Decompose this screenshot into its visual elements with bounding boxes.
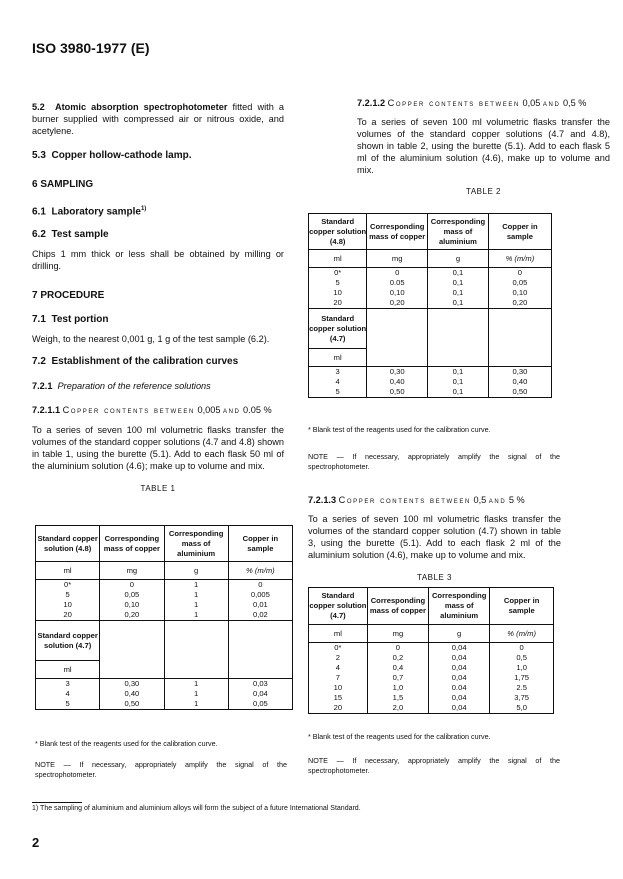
section-number: 7.1: [32, 314, 46, 326]
section-6-1: [32, 203, 284, 218]
section-7-2-1-3: [308, 494, 561, 506]
table-2-caption: TABLE 2: [466, 187, 501, 196]
document-header: ISO 3980-1977 (E): [32, 40, 150, 56]
section-title: Atomic absorption spectrophotometer: [54, 102, 228, 112]
section-7-2-1: [32, 380, 284, 392]
range-value: 0,005: [197, 405, 221, 416]
data-cell: 0 0,05 0,10 0,20: [100, 580, 164, 621]
table-3-caption: TABLE 3: [417, 573, 452, 582]
data-cell: 3 4 5: [309, 367, 367, 398]
unit-cell: g: [429, 625, 490, 643]
empty-cell: [367, 309, 428, 367]
section-number: 7.2.1.1: [32, 405, 61, 416]
data-cell: 0,1 0,1 0,1: [428, 367, 489, 398]
table-header: Copper in sample: [490, 588, 554, 625]
table-header: Corresponding mass of aluminium: [164, 526, 228, 562]
footnote-ref: 1): [140, 206, 147, 212]
unit-cell: g: [428, 250, 489, 268]
section-number: 7.2: [32, 356, 46, 368]
range-and: and: [223, 405, 241, 416]
data-cell: 0 0,5 1,0 1,75 2.5 3,75 5,0: [490, 643, 554, 714]
table-header: Standard copper solution (4.8): [309, 214, 367, 250]
page-footnote: 1) The sampling of aluminium and aluminium alloys will form the subject of a future International Standard.: [32, 805, 361, 812]
range-end: 5 %: [508, 495, 525, 505]
table-header: Standard copper solution (4.7): [309, 588, 368, 625]
range-value: 0,5: [473, 495, 487, 505]
section-number: 5.2: [32, 102, 45, 112]
section-number: 7.2.1.3: [308, 495, 337, 505]
data-cell: 0,03 0,04 0,05: [228, 679, 292, 710]
data-cell: 0* 2 4 7 10 15 20: [309, 643, 368, 714]
table-1-note: NOTE — If necessary, appropriately amplify the signal of the spectrophotometer.: [35, 760, 287, 779]
data-cell: 0 0.05 0,10 0,20: [367, 268, 428, 309]
unit-cell: % (m/m): [488, 250, 551, 268]
section-title: Test sample: [51, 229, 109, 241]
section-6-heading: 6 SAMPLING: [32, 179, 94, 190]
data-cell: 0,1 0,1 0,1 0,1: [428, 268, 489, 309]
data-cell: 0,30 0,40 0,50: [100, 679, 164, 710]
table-header: Corresponding mass of aluminium: [428, 214, 489, 250]
table-header: Copper in sample: [228, 526, 292, 562]
footnote-divider: [32, 802, 82, 803]
unit-cell: mg: [100, 562, 164, 580]
empty-cell: [428, 309, 489, 367]
empty-cell: [100, 621, 164, 679]
section-text: fitted with a burner supplied with compressed air or nitrous oxide, and acetylene.: [32, 102, 284, 136]
data-cell: 0,30 0,40 0,50: [367, 367, 428, 398]
data-cell: 1 1 1 1: [164, 580, 228, 621]
table-header: Copper in sample: [488, 214, 551, 250]
unit-cell: g: [164, 562, 228, 580]
left-column: [32, 101, 284, 495]
sub-header: Standard copper solution (4.7): [309, 309, 367, 349]
section-7-2-1-2-text: To a series of seven 100 ml volumetric flasks transfer the volumes of the standard copper solutions (4.7 and 4.8), shown in table 2, using the burette (5.1). Add to each flask 5 ml of the aluminium solution (4.6), make up to volume and mix.: [357, 117, 610, 175]
empty-cell: [488, 309, 551, 367]
unit-cell: ml: [309, 250, 367, 268]
table-3-footnote: * Blank test of the reagents used for the calibration curve.: [308, 732, 491, 741]
section-5-2: [32, 101, 284, 137]
table-1-footnote: * Blank test of the reagents used for the calibration curve.: [35, 739, 218, 748]
section-title: Copper contents between: [62, 405, 195, 416]
unit-cell: mg: [367, 250, 428, 268]
unit-cell: ml: [309, 625, 368, 643]
section-title: Establishment of the calibration curves: [51, 356, 239, 368]
section-title: Test portion: [51, 314, 109, 326]
table-header: Corresponding mass of copper: [367, 588, 428, 625]
table-header: Corresponding mass of aluminium: [429, 588, 490, 625]
section-7-2-1-3-text: To a series of seven 100 ml volumetric flasks transfer the volumes of the standard copper solution (4.7) shown in table 3, using the burette (5.1). Add to each flask 2 ml of the aluminium solution (4.6), make up to volume and mix.: [308, 514, 561, 560]
data-cell: 0,04 0,04 0,04 0,04 0.04 0,04 0,04: [429, 643, 490, 714]
section-number: 6.1: [32, 206, 46, 218]
unit-cell: ml: [36, 562, 100, 580]
unit-cell: mg: [367, 625, 428, 643]
right-column-lower: [308, 494, 561, 584]
range-value: 0,05: [522, 98, 541, 108]
section-6-2-text: Chips 1 mm thick or less shall be obtained by milling or drilling.: [32, 249, 284, 272]
table-header: Corresponding mass of copper: [100, 526, 164, 562]
section-7-2-1-1: [32, 404, 284, 416]
page-number: 2: [32, 835, 40, 850]
empty-cell: [228, 621, 292, 679]
table-header: Standard copper solution (4.8): [36, 526, 100, 562]
unit-cell: ml: [36, 661, 100, 679]
table-3-note: NOTE — If necessary, appropriately amplify the signal of the spectrophotometer.: [308, 756, 560, 775]
section-title: Copper contents between: [338, 495, 471, 505]
table-header: Corresponding mass of copper: [367, 214, 428, 250]
data-cell: 0,30 0,40 0,50: [488, 367, 551, 398]
data-cell: 0 0,2 0,4 0,7 1,0 1,5 2,0: [367, 643, 428, 714]
range-and: and: [542, 98, 561, 108]
section-title: Copper contents between: [387, 98, 520, 108]
range-and: and: [488, 495, 507, 505]
unit-cell: % (m/m): [490, 625, 554, 643]
section-7-1-text: Weigh, to the nearest 0,001 g, 1 g of the test sample (6.2).: [32, 334, 270, 345]
section-title: Preparation of the reference solutions: [57, 381, 211, 392]
table-2-note: NOTE — If necessary, appropriately amplify the signal of the spectrophotometer.: [308, 452, 560, 471]
data-cell: 3 4 5: [36, 679, 100, 710]
range-end: 0,5 %: [562, 98, 587, 108]
table-2: [308, 213, 552, 398]
table-3: [308, 587, 554, 714]
data-cell: 1 1 1: [164, 679, 228, 710]
data-cell: 0* 5 10 20: [309, 268, 367, 309]
empty-cell: [164, 621, 228, 679]
right-column: [357, 97, 610, 198]
section-title: Laboratory sample: [51, 206, 141, 218]
section-number: 5.3: [32, 150, 46, 161]
section-title: Copper hollow-cathode lamp.: [51, 150, 192, 161]
range-end: 0.05 %: [243, 405, 272, 416]
data-cell: 0* 5 10 20: [36, 580, 100, 621]
section-5-3: [32, 150, 284, 162]
data-cell: 0 0,05 0,10 0,20: [488, 268, 551, 309]
section-7-2-1-2: [357, 97, 610, 109]
section-number: 7.2.1: [32, 381, 53, 392]
section-7-2: [32, 356, 284, 368]
section-6-2: [32, 229, 284, 241]
section-7-2-1-1-text: To a series of seven 100 ml volumetric flasks transfer the volumes of the standard copper solutions (4.7 and 4.8) shown in table 1, using the burette (5.1). Add to each flask 50 ml of the aluminium solution (4.6); make up to volume and mix.: [32, 425, 284, 472]
table-1: [35, 525, 293, 710]
section-7-heading: 7 PROCEDURE: [32, 290, 105, 302]
table-1-caption: TABLE 1: [140, 484, 176, 494]
data-cell: 0 0,005 0,01 0,02: [228, 580, 292, 621]
table-2-footnote: * Blank test of the reagents used for the calibration curve.: [308, 425, 491, 434]
sub-header: Standard copper solution (4.7): [36, 621, 100, 661]
unit-cell: ml: [309, 349, 367, 367]
section-7-1: [32, 314, 284, 326]
section-number: 6.2: [32, 229, 46, 241]
unit-cell: % (m/m): [228, 562, 292, 580]
section-number: 7.2.1.2: [357, 98, 386, 108]
